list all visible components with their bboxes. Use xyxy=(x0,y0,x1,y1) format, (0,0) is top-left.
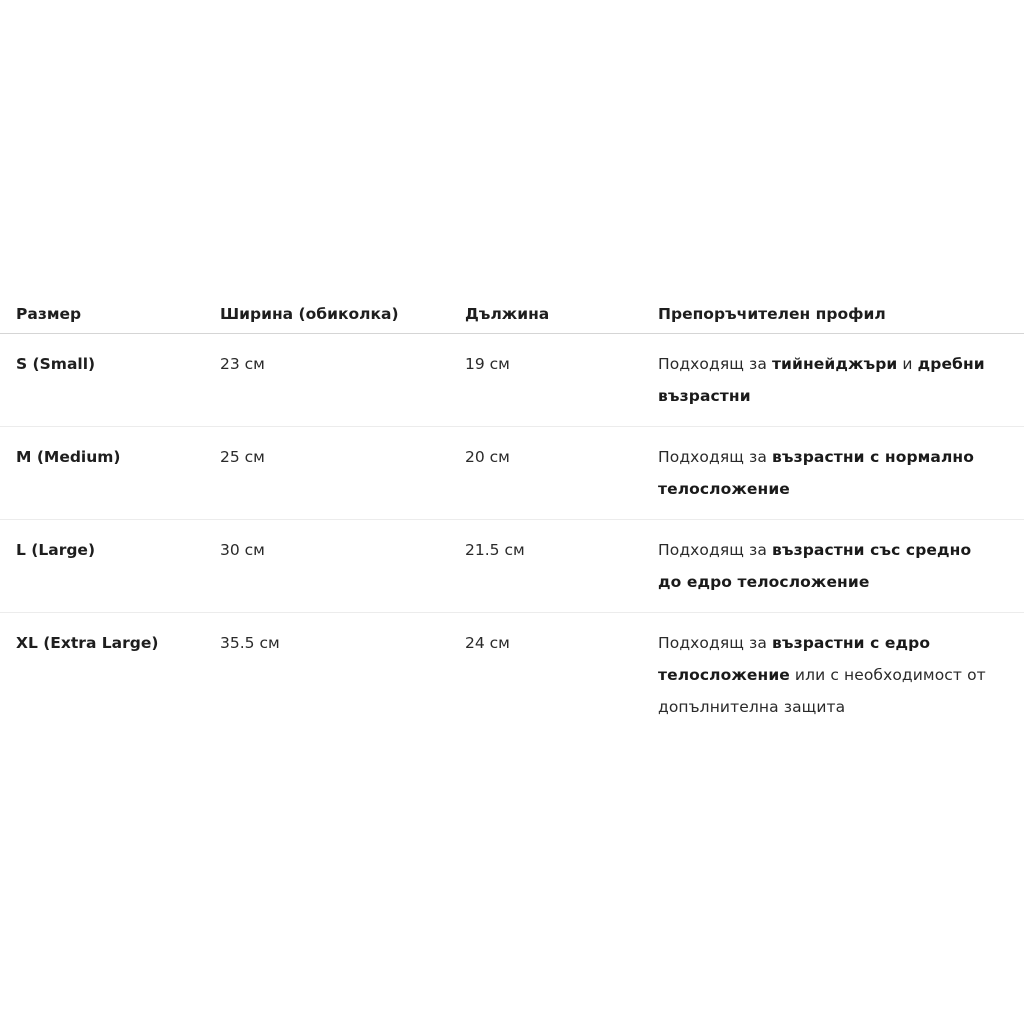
length-cell: 21.5 см xyxy=(449,520,642,613)
header-size: Размер xyxy=(0,294,204,334)
table-row xyxy=(0,520,1024,613)
profile-text: Подходящ за xyxy=(658,541,772,559)
length-cell: 19 см xyxy=(449,334,642,427)
width-cell: 30 см xyxy=(204,520,449,613)
profile-cell xyxy=(642,427,1024,520)
profile-cell xyxy=(642,334,1024,427)
profile-text: Подходящ за xyxy=(658,355,772,373)
size-cell: M (Medium) xyxy=(0,427,204,520)
size-cell: XL (Extra Large) xyxy=(16,634,159,652)
header-length: Дължина xyxy=(449,294,642,334)
size-cell: L (Large) xyxy=(0,520,204,613)
profile-highlight: тийнейджъри xyxy=(771,355,898,373)
profile-highlight: възрастни с едро телосложение xyxy=(658,634,931,684)
profile-text: или с необходимост от допълнителна защита xyxy=(658,666,986,716)
profile-cell xyxy=(642,520,1024,613)
length-cell: 24 см xyxy=(465,634,510,652)
width-cell: 23 см xyxy=(204,334,449,427)
profile-cell xyxy=(642,613,1024,738)
header-profile: Препоръчителен профил xyxy=(642,294,1024,334)
size-cell: S (Small) xyxy=(0,334,204,427)
profile-highlight: дребни възрастни xyxy=(658,355,985,405)
width-cell: 25 см xyxy=(204,427,449,520)
table-row xyxy=(0,613,1024,738)
table-row xyxy=(0,427,1024,520)
table-row xyxy=(0,334,1024,427)
table-header-row xyxy=(0,294,1024,334)
profile-text: Подходящ за xyxy=(658,634,772,652)
profile-highlight: възрастни с нормално телосложение xyxy=(658,448,974,498)
profile-text: и xyxy=(897,355,918,373)
size-chart-table xyxy=(0,294,1024,737)
width-cell: 35.5 см xyxy=(220,634,280,652)
profile-highlight: възрастни със средно до едро телосложение xyxy=(658,541,972,591)
profile-text: Подходящ за xyxy=(658,448,772,466)
length-cell: 20 см xyxy=(449,427,642,520)
header-width: Ширина (обиколка) xyxy=(204,294,449,334)
